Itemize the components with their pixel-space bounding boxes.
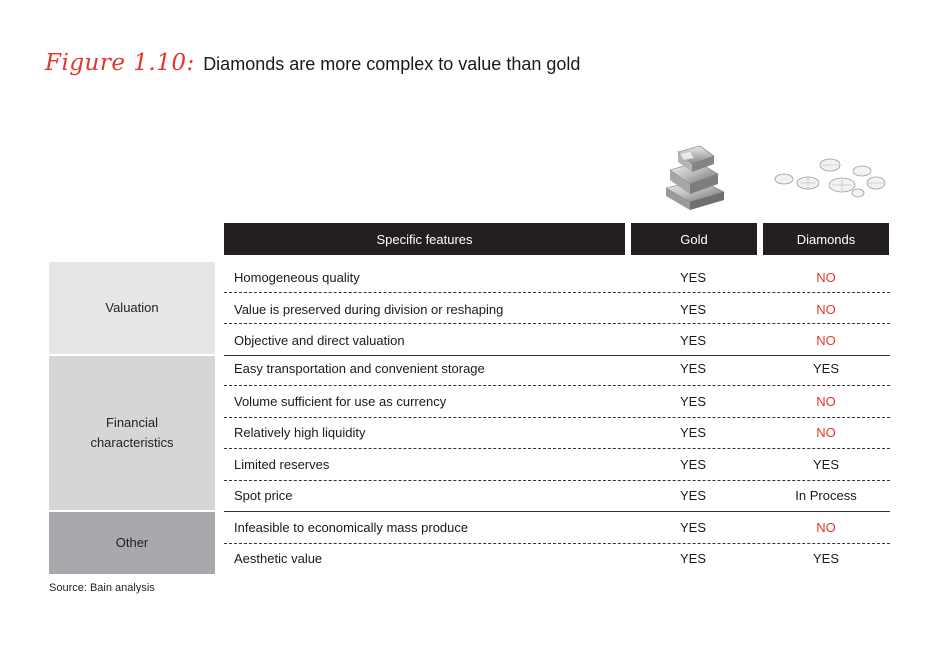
table-row [224, 294, 890, 325]
diamonds-value: NO [816, 425, 836, 440]
gold-value: YES [679, 520, 706, 535]
gold-value: YES [679, 333, 706, 348]
feature-label: Objective and direct valuation [234, 333, 405, 348]
source-note: Source: Bain analysis [49, 582, 155, 594]
diamonds-value: In Process [795, 488, 857, 503]
feature-label: Value is preserved during division or reshaping [234, 302, 504, 317]
feature-label: Homogeneous quality [234, 270, 360, 285]
diamonds-value: NO [816, 394, 836, 409]
figure-title [45, 50, 580, 76]
diamonds-value: NO [816, 520, 836, 535]
table-row [224, 353, 890, 384]
diamonds-value: YES [812, 551, 839, 566]
gold-value: YES [679, 270, 706, 285]
table-row [224, 543, 890, 574]
gold-value: YES [679, 425, 706, 440]
gold-bars-image [660, 140, 730, 212]
table-row [224, 417, 890, 448]
row-divider [224, 292, 890, 293]
feature-label: Infeasible to economically mass produce [234, 520, 469, 535]
diamonds-value: NO [816, 302, 836, 317]
diamonds-value: NO [816, 270, 836, 285]
gold-value: YES [679, 302, 706, 317]
gold-value: YES [679, 457, 706, 472]
diamonds-value: YES [812, 361, 839, 376]
diamonds-value: NO [816, 333, 836, 348]
table-row [224, 325, 890, 356]
table-row [224, 262, 890, 293]
feature-label: Limited reserves [234, 457, 330, 472]
table-row [224, 449, 890, 480]
table-row [224, 480, 890, 511]
feature-label: Volume sufficient for use as currency [234, 394, 447, 409]
header-diamonds: Diamonds [763, 223, 889, 255]
gold-value: YES [679, 551, 706, 566]
feature-label: Aesthetic value [234, 551, 323, 566]
diamonds-value: YES [812, 457, 839, 472]
feature-label: Spot price [234, 488, 293, 503]
feature-label: Easy transportation and convenient storage [234, 361, 485, 376]
feature-label: Relatively high liquidity [234, 425, 366, 440]
category-financial-characteristics: Financial characteristics [49, 356, 215, 510]
gold-value: YES [679, 361, 706, 376]
diamonds-image [770, 153, 888, 201]
category-valuation: Valuation [49, 262, 215, 354]
category-other: Other [49, 512, 215, 574]
figure-label: Figure 1.10: [45, 50, 195, 76]
header-gold: Gold [631, 223, 757, 255]
gold-value: YES [679, 394, 706, 409]
gold-value: YES [679, 488, 706, 503]
row-divider [224, 323, 890, 324]
figure-title-text: Diamonds are more complex to value than gold [203, 54, 581, 74]
header-specific-features: Specific features [224, 223, 625, 255]
table-row [224, 386, 890, 417]
table-row [224, 512, 890, 543]
